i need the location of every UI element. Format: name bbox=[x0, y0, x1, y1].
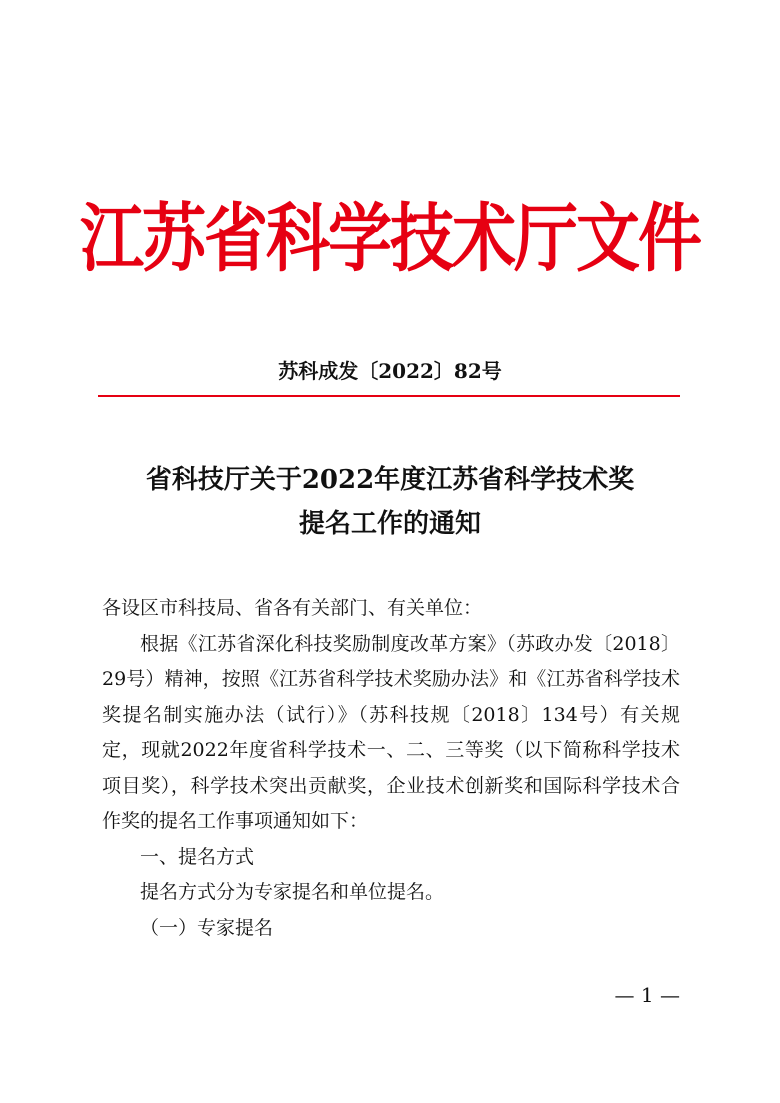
document-number: 苏科成发〔2022〕82号 bbox=[278, 359, 502, 383]
intro-paragraph: 根据《江苏省深化科技奖励制度改革方案》（苏政办发〔2018〕29号）精神，按照《江苏省科学技术奖励办法》和《江苏省科学技术奖提名制实施办法（试行）》（苏科技规〔2018〕134号）有关规定，现就2022年度省科学技术一、二、三等奖（以下简称科学技术项目奖），科学技术突出贡献奖，企业技术创新奖和国际科学技术合作奖的提名工作事项通知如下： bbox=[102, 632, 680, 832]
document-title bbox=[0, 458, 780, 546]
document-body bbox=[102, 591, 680, 946]
issuing-authority-header: 江苏省科学技术厅文件 bbox=[80, 197, 700, 283]
red-divider-line bbox=[98, 395, 680, 397]
section-text-1: 提名方式分为专家提名和单位提名。 bbox=[140, 881, 445, 903]
title-line-1: 省科技厅关于2022年度江苏省科学技术奖 bbox=[145, 465, 635, 495]
page-number: — 1 — bbox=[614, 983, 680, 1007]
subsection-heading-1: （一）专家提名 bbox=[140, 916, 274, 939]
title-line-2: 提名工作的通知 bbox=[298, 509, 481, 539]
salutation: 各设区市科技局、省各有关部门、有关单位： bbox=[102, 597, 483, 619]
section-heading-1: 一、提名方式 bbox=[140, 845, 255, 868]
